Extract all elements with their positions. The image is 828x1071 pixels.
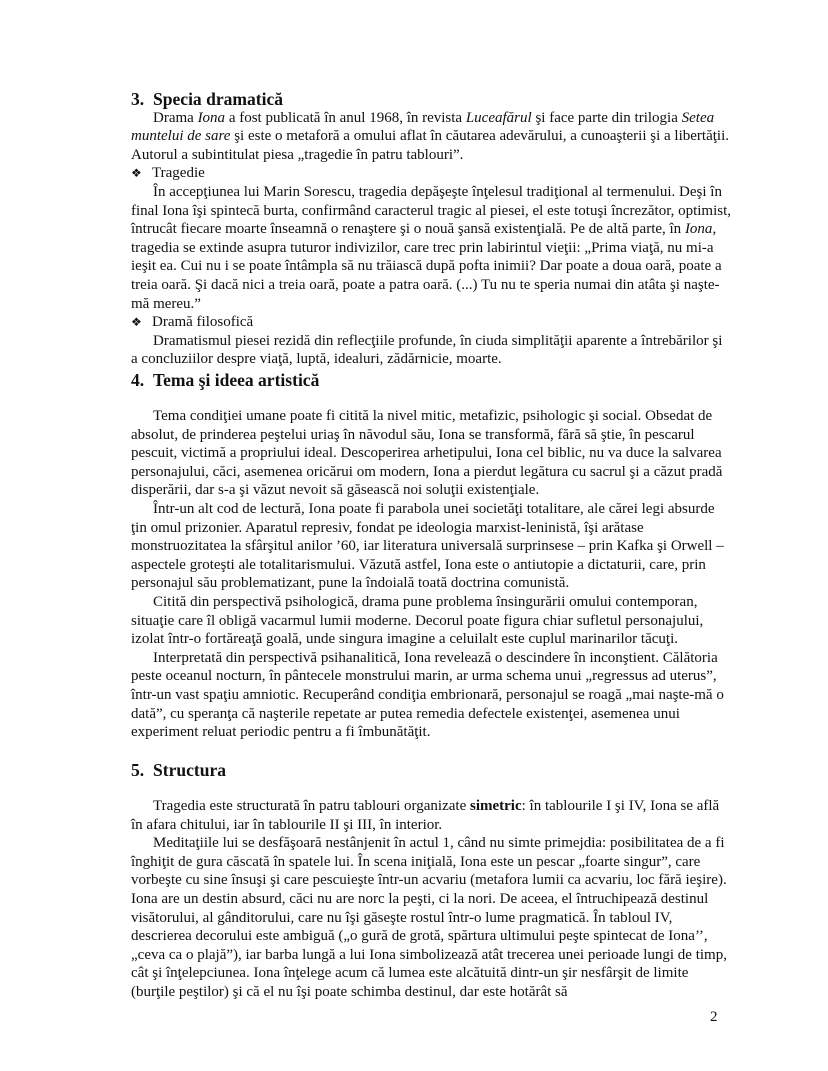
section-heading <box>131 371 731 390</box>
paragraph: Interpretată din perspectivă psihanalitică, Iona revelează o descindere în inconştient. Călătoria peste oceanul nocturn, în pântecele monstrului marin, ar urma schema unui „regressus ad uterus”, într-un vast spaţiu amniotic. Recuperând condiţia embrionară, personajul se roagă „mai naşte-mă o dată”, cu speranţa că naşterile repetate ar putea remedia defectele existenţei, asemenea unui experiment reluat periodic pentru a fi îmbunătăţit. <box>131 649 724 741</box>
paragraph: Într-un alt cod de lectură, Iona poate fi parabola unei societăţi totalitare, ale cărei legi absurde ţin omul prizonier. Aparatul represiv, fondat pe ideologia marxist-leninistă, îşi arătase monstruozitatea la sfârşitul anilor ’60, iar literatura universală surprinsese – prin Kafka şi Orwell – aspectele groteşti ale totalitarismului. Văzută astfel, Iona este o antiutopie a dictaturii, care, prin personajul său problematizant, pune la îndoială toată doctrina comunistă. <box>131 500 724 592</box>
section-heading <box>131 761 731 780</box>
section-number: 3. <box>131 89 145 109</box>
section-heading <box>131 90 731 109</box>
diamond-bullet-icon: ❖ <box>131 315 142 330</box>
section-number: 4. <box>131 370 145 390</box>
tragedie-paragraph: În accepţiunea lui Marin Sorescu, tragedia depăşeşte înţelesul tradiţional al termenului. Deşi în final Iona îşi spintecă burta, confirmând caracterul tragic al piesei, el este totuşi încrezător, optimist, întrucât fiecare moarte înseamnă o renaştere şi o nouă şansă existenţială. Pe de altă parte, în Iona, tragedia se extinde asupra tuturor indivizilor, care trec prin labirintul vieţii: „Prima viaţă, nu mi-a ieşit ea. Cui nu i se poate întâmpla să nu trăiască după pofta inimii? Dar poate a doua oară, poate a treia oară. Şi dacă nici a treia oară, poate a patra oară. (...) Tu nu te speria numai din atâta şi naşte-mă mereu.” <box>131 183 732 312</box>
section-title: Specia dramatică <box>153 89 284 109</box>
section-tema-body <box>131 407 731 742</box>
page-number: 2 <box>710 1009 718 1025</box>
intro-paragraph: Drama Iona a fost publicată în anul 1968, în revista Luceafărul şi face parte din trilogia Setea muntelui de sare şi este o metaforă a omului aflat în căutarea adevărului, a cunoaşterii şi a libertăţii. Autorul a subintitulat piesa „tragedie în patru tablouri”. <box>131 109 729 163</box>
paragraph: Tema condiţiei umane poate fi citită la nivel mitic, metafizic, psihologic şi social. Obsedat de absolut, de prinderea peştelui uriaş în năvodul său, Iona se transformă, fără să ştie, în pescarul pescuit, victimă a propriului ideal. Descoperirea arhetipului, Iona cel biblic, nu va duce la salvarea personajului, căci, asemenea oricărui om modern, Iona a pierdut legătura cu sacrul şi a căzut pradă disperării, dar s-a şi văzut nevoit să găsească noi soluţii existenţiale. <box>131 408 723 499</box>
paragraph: Meditaţiile lui se desfăşoară nestânjenit în actul 1, când nu simte primejdia: posibilitatea de a fi înghiţit de gura căscată în spatele lui. În scena iniţială, Iona este un pescar „foarte singur”, care vorbeşte cu sine însuşi şi care pescuieşte într-un acvariu (metafora lumii ca acvariu, loc fără ieşire). Iona are un destin absurd, căci nu are norc la peşti, ci la nori. De aceea, el întruchipează destinul visătorului, al gânditorului, care nu îşi găseşte rostul într-o lume pragmatică. În tabloul IV, descrierea decorului este ambiguă („o gură de grotă, spărtura ultimului peşte spintecat de Iona’’, „ceva ca o plajă”), iar barba lungă a lui Iona simbolizează atât trecerea unei perioade lungi de timp, cât şi înţelepciunea. Iona înţelege acum că lumea este alcătuită dintr-un şir nesfârşit de limite (burţile peştilor) şi că el nu îşi poate schimba destinul, dar este hotărât să <box>131 835 727 1000</box>
paragraph: Tragedia este structurată în patru tablouri organizate simetric: în tablourile I şi IV, Iona se află în afara chitului, iar în tablourile II şi III, în interior. <box>131 798 720 833</box>
filosofica-paragraph: Dramatismul piesei rezidă din reflecţiile profunde, în ciuda simplităţii aparente a întrebărilor şi a concluziilor despre viaţă, luptă, idealuri, zădărnicie, moarte. <box>131 332 723 368</box>
bullet-item-drama-filosofica: ❖ Dramă filosofică <box>131 314 254 331</box>
paragraph: Citită din perspectivă psihologică, drama pune problema însingurării omului contemporan, situaţie care îl obligă vacarmul lumii moderne. Decorul poate figura chiar sufletul personajului, izolat într-o fortăreaţă goală, unde singura imagine a celuilalt este cuplul marinarilor tăcuţi. <box>131 593 704 648</box>
section-specia-dramatica <box>131 90 731 369</box>
section-title: Tema şi ideea artistică <box>153 370 320 390</box>
section-structura <box>131 761 731 780</box>
section-tema-si-ideea <box>131 371 731 390</box>
diamond-bullet-icon: ❖ <box>131 166 142 181</box>
section-number: 5. <box>131 760 145 780</box>
section-title: Structura <box>153 760 227 780</box>
bullet-item-tragedie: ❖ Tragedie <box>131 165 205 182</box>
section-structura-body <box>131 797 731 1002</box>
